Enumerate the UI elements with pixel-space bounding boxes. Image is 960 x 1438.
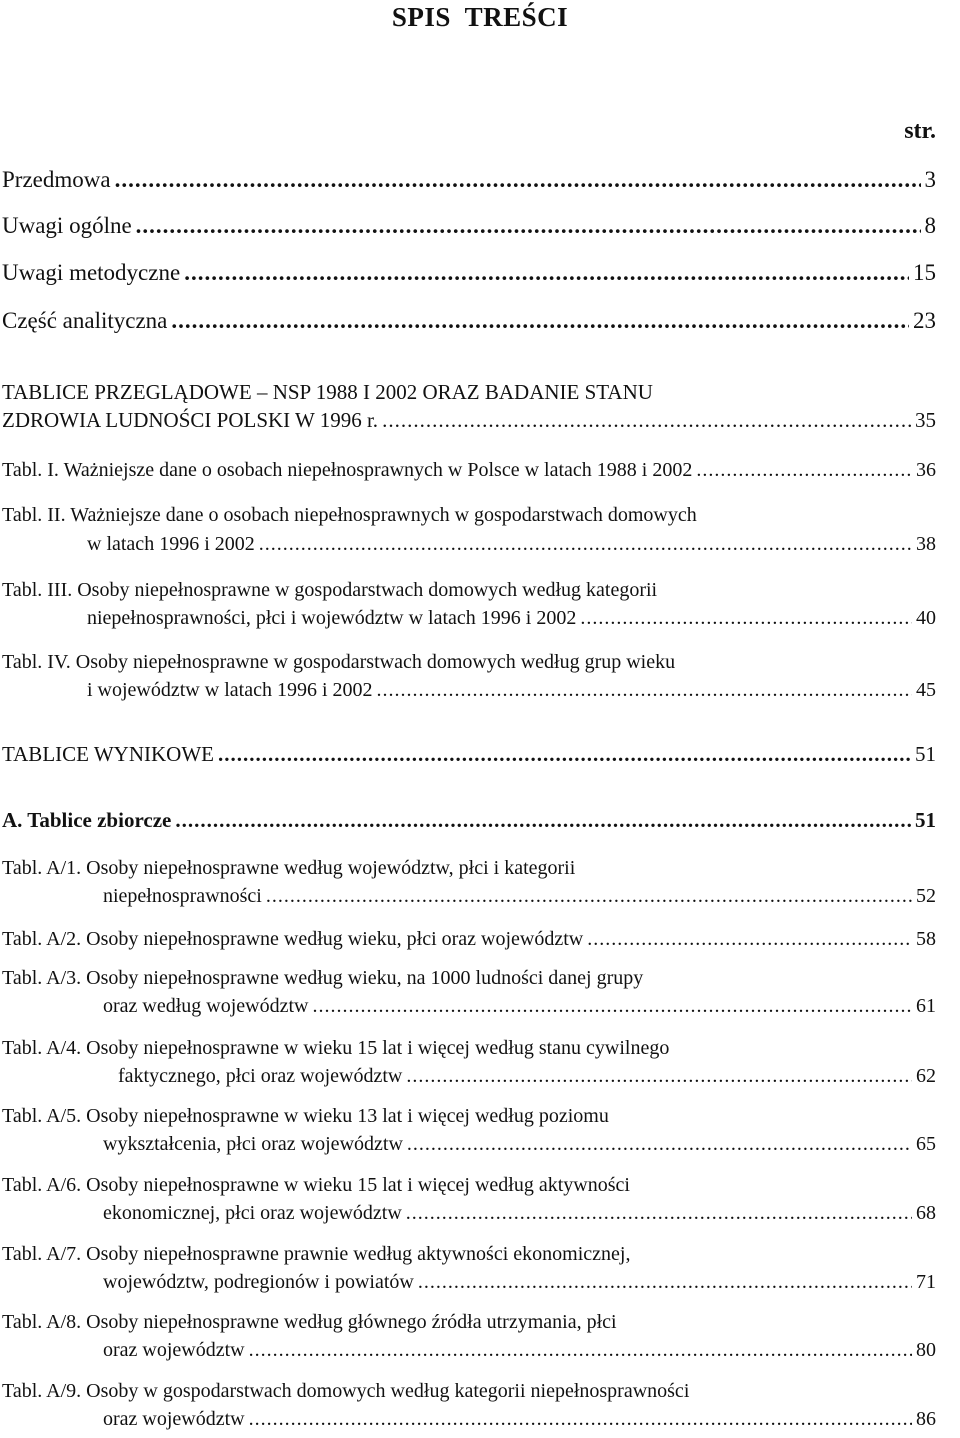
page-title: SPIS TREŚCI <box>391 2 569 32</box>
toc-entry-label: ZDROWIA LUDNOŚCI POLSKI W 1996 r. <box>2 408 379 432</box>
toc-entry-label: w latach 1996 i 2002 <box>87 533 255 555</box>
toc-table-ii[interactable] <box>87 529 936 559</box>
table-title: Osoby niepełnosprawne w gospodarstwach domowych według grup wieku <box>75 651 676 673</box>
dot-leader <box>406 1061 912 1091</box>
toc-entry-label: i województw w latach 1996 i 2002 <box>87 679 373 701</box>
table-title: Osoby niepełnosprawne według województw, płci i kategorii <box>86 857 576 879</box>
toc-table-a4[interactable] <box>118 1061 936 1091</box>
toc-entry-label: faktycznego, płci oraz województw <box>118 1065 403 1087</box>
toc-entry-label <box>2 924 583 954</box>
dot-leader <box>377 675 913 705</box>
dot-leader <box>175 805 911 835</box>
toc-section-results[interactable] <box>2 739 936 769</box>
page-column-label: str. <box>904 118 936 144</box>
dot-leader <box>249 1335 912 1365</box>
table-code: Tabl. A/4. <box>2 1037 82 1059</box>
toc-entry-page: 68 <box>916 1202 936 1224</box>
toc-entry-label: Przedmowa <box>2 167 111 192</box>
toc-entry-uwagi-metodyczne[interactable] <box>2 258 936 288</box>
toc-table-a7[interactable] <box>103 1267 936 1297</box>
toc-entry-label: oraz województw <box>103 1408 245 1430</box>
table-title: Osoby niepełnosprawne prawnie według aktywności ekonomicznej, <box>86 1243 631 1265</box>
table-title: Ważniejsze dane o osobach niepełnosprawnych w Polsce w latach 1988 i 2002 <box>63 459 693 481</box>
toc-entry-page: 45 <box>916 679 936 701</box>
dot-leader <box>218 739 911 769</box>
toc-entry-page: 71 <box>916 1271 936 1293</box>
table-title: Osoby niepełnosprawne według wieku, płci oraz województw <box>86 928 584 950</box>
dot-leader <box>115 165 921 195</box>
table-title: Osoby niepełnosprawne według wieku, na 1000 ludności danej grupy <box>86 967 644 989</box>
toc-entry-page: 86 <box>916 1408 936 1430</box>
toc-table-iv[interactable] <box>87 675 936 705</box>
table-code: Tabl. A/5. <box>2 1105 82 1127</box>
dot-leader <box>587 924 912 954</box>
toc-entry-page: 62 <box>916 1065 936 1087</box>
toc-entry-label: Uwagi ogólne <box>2 213 132 238</box>
dot-leader <box>136 211 921 241</box>
dot-leader <box>418 1267 912 1297</box>
toc-table-ii-line1 <box>2 500 697 530</box>
toc-table-a4-line1 <box>2 1033 669 1063</box>
table-title: Osoby niepełnosprawne według głównego źródła utrzymania, płci <box>86 1311 617 1333</box>
toc-table-a9-line1 <box>2 1376 689 1406</box>
toc-entry-page: 80 <box>916 1339 936 1361</box>
toc-entry-label: A. Tablice zbiorcze <box>2 808 172 832</box>
toc-entry-label: ekonomicznej, płci oraz województw <box>103 1202 402 1224</box>
toc-entry-page: 51 <box>915 742 936 766</box>
toc-table-iii-line1 <box>2 575 657 605</box>
toc-table-a3[interactable] <box>103 991 936 1021</box>
toc-table-a1[interactable] <box>103 881 936 911</box>
table-code: Tabl. A/1. <box>2 857 82 879</box>
table-code: Tabl. A/8. <box>2 1311 82 1333</box>
toc-entry-przedmowa[interactable] <box>2 165 936 195</box>
toc-entry-label: TABLICE WYNIKOWE <box>2 742 214 766</box>
table-code: Tabl. A/7. <box>2 1243 82 1265</box>
toc-entry-label: niepełnosprawności <box>103 885 262 907</box>
toc-table-a6[interactable] <box>103 1198 936 1228</box>
table-title: Osoby w gospodarstwach domowych według kategorii niepełnosprawności <box>86 1380 690 1402</box>
toc-entry-page: 61 <box>916 995 936 1017</box>
toc-entry-page: 3 <box>924 167 936 192</box>
toc-table-a6-line1 <box>2 1170 630 1200</box>
toc-entry-uwagi-ogolne[interactable] <box>2 211 936 241</box>
toc-entry-page: 65 <box>916 1133 936 1155</box>
toc-section-overview[interactable] <box>2 405 936 435</box>
table-title: Osoby niepełnosprawne w wieku 15 lat i więcej według aktywności <box>86 1174 630 1196</box>
table-code: Tabl. I. <box>2 459 59 481</box>
table-code: Tabl. IV. <box>2 651 71 673</box>
toc-entry-page: 35 <box>915 408 936 432</box>
dot-leader <box>406 1198 912 1228</box>
toc-entry-page: 51 <box>915 808 936 832</box>
table-code: Tabl. A/9. <box>2 1380 82 1402</box>
toc-entry-page: 15 <box>913 260 936 285</box>
toc-subsection-a[interactable] <box>2 805 936 835</box>
toc-entry-label: oraz województw <box>103 1339 245 1361</box>
table-title: Osoby niepełnosprawne w wieku 13 lat i więcej według poziomu <box>86 1105 609 1127</box>
toc-table-i[interactable] <box>2 455 936 485</box>
toc-table-a5[interactable] <box>103 1129 936 1159</box>
dot-leader <box>171 306 909 336</box>
table-code: Tabl. III. <box>2 579 73 601</box>
toc-entry-label: niepełnosprawności, płci i województw w latach 1996 i 2002 <box>87 607 577 629</box>
table-title: Osoby niepełnosprawne w wieku 15 lat i więcej według stanu cywilnego <box>86 1037 670 1059</box>
toc-entry-label: wykształcenia, płci oraz województw <box>103 1133 403 1155</box>
toc-entry-page: 52 <box>916 885 936 907</box>
toc-entry-page: 38 <box>916 533 936 555</box>
toc-table-a7-line1 <box>2 1239 630 1269</box>
dot-leader <box>382 405 911 435</box>
toc-table-a1-line1 <box>2 853 575 883</box>
toc-entry-label: Część analityczna <box>2 308 168 333</box>
dot-leader <box>313 991 913 1021</box>
table-title: Osoby niepełnosprawne w gospodarstwach domowych według kategorii <box>77 579 658 601</box>
toc-entry-label <box>2 455 692 485</box>
table-code: Tabl. A/3. <box>2 967 82 989</box>
toc-table-a3-line1 <box>2 963 643 993</box>
table-code: Tabl. A/6. <box>2 1174 82 1196</box>
dot-leader <box>696 455 912 485</box>
toc-section-overview-line1: TABLICE PRZEGLĄDOWE – NSP 1988 I 2002 ORAZ BADANIE STANU <box>2 380 653 404</box>
dot-leader <box>249 1404 912 1434</box>
toc-entry-label: województw, podregionów i powiatów <box>103 1271 414 1293</box>
toc-table-a5-line1 <box>2 1101 609 1131</box>
toc-entry-label: Uwagi metodyczne <box>2 260 181 285</box>
dot-leader <box>580 603 912 633</box>
table-title: Ważniejsze dane o osobach niepełnosprawnych w gospodarstwach domowych <box>70 504 697 526</box>
toc-entry-page: 58 <box>916 928 936 950</box>
toc-entry-page: 40 <box>916 607 936 629</box>
toc-entry-page: 23 <box>913 308 936 333</box>
toc-entry-label: oraz według województw <box>103 995 309 1017</box>
toc-table-a8-line1 <box>2 1307 617 1337</box>
toc-table-a8[interactable] <box>103 1335 936 1365</box>
toc-entry-czesc-analityczna[interactable] <box>2 306 936 336</box>
table-code: Tabl. II. <box>2 504 66 526</box>
dot-leader <box>259 529 912 559</box>
toc-entry-page: 36 <box>916 459 936 481</box>
dot-leader <box>407 1129 912 1159</box>
toc-table-iii[interactable] <box>87 603 936 633</box>
toc-table-iv-line1 <box>2 647 675 677</box>
table-code: Tabl. A/2. <box>2 928 82 950</box>
dot-leader <box>266 881 912 911</box>
toc-table-a2[interactable] <box>2 924 936 954</box>
dot-leader <box>184 258 909 288</box>
toc-entry-page: 8 <box>924 213 936 238</box>
toc-table-a9[interactable] <box>103 1404 936 1434</box>
